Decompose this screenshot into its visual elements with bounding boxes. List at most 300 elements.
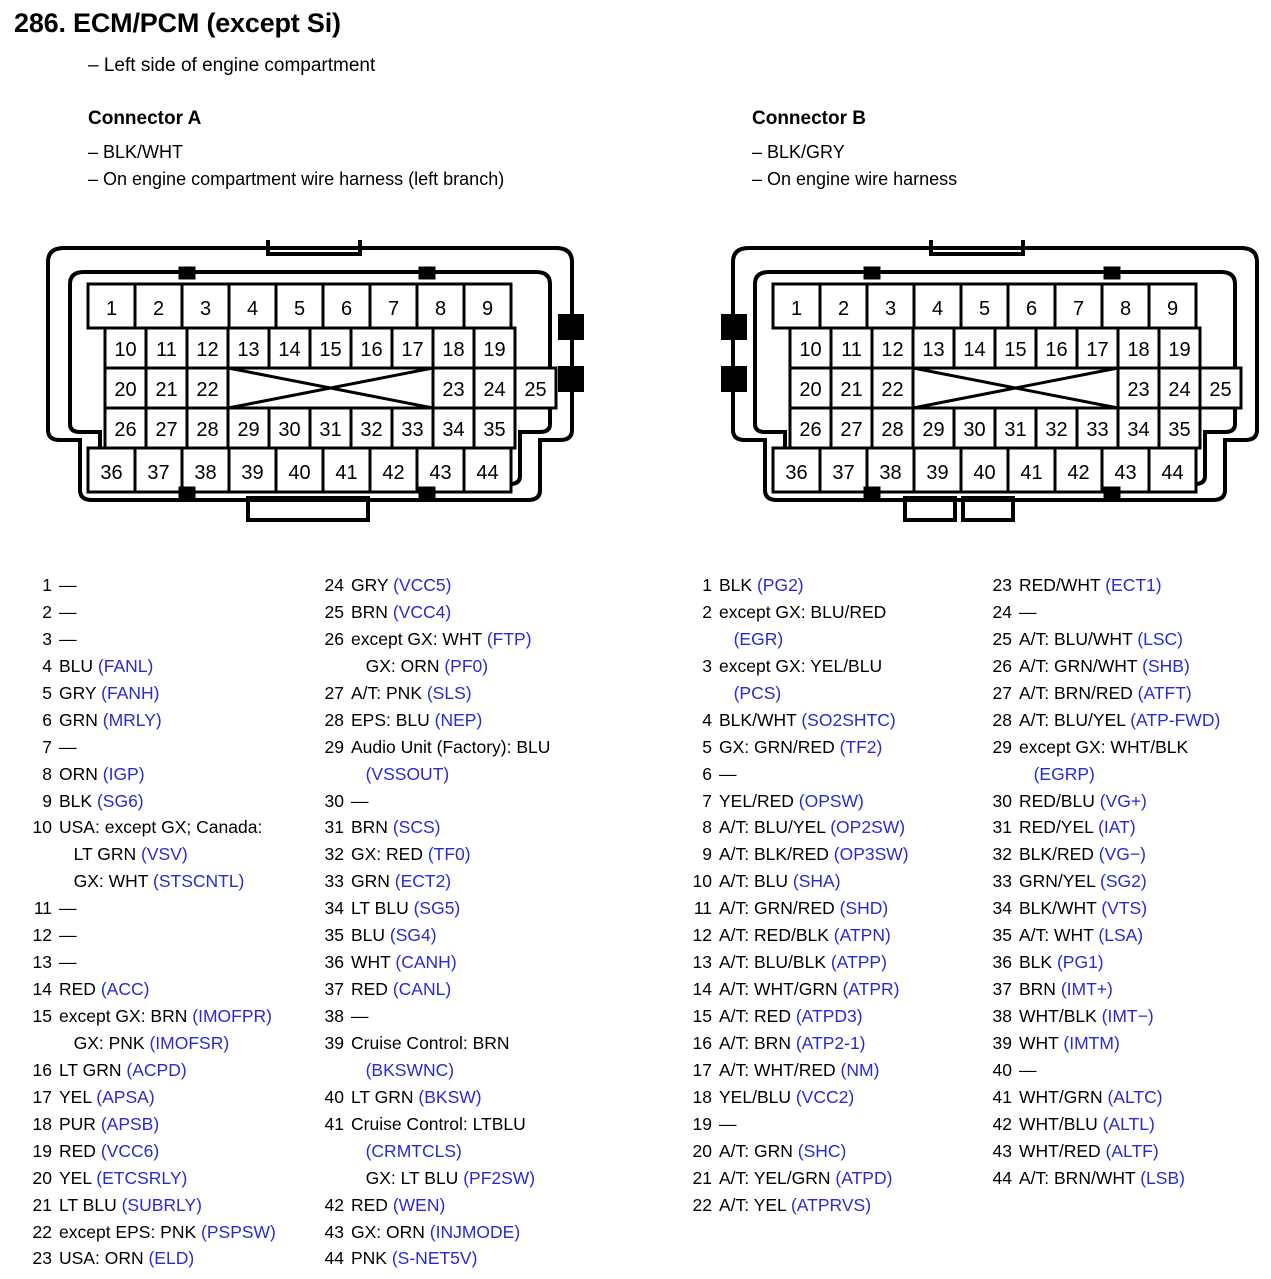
pin-row — [688, 1084, 978, 1111]
pin-number: 18 — [692, 1086, 712, 1107]
pin-description: A/T: BLU/WHT (LSC) — [1019, 628, 1184, 649]
pin-description: RED/WHT (ECT1) — [1019, 575, 1162, 595]
pin-description: PUR (APSB) — [59, 1113, 160, 1134]
pin-number: 33 — [324, 871, 344, 892]
pin-description: A/T: BLU (SHA) — [719, 871, 841, 892]
pin-number: 31 — [992, 817, 1012, 838]
pin-number: 6 — [702, 763, 712, 784]
pin-row — [688, 788, 978, 815]
pin-description: GRY (FANH) — [59, 682, 160, 703]
pin-row — [988, 1138, 1271, 1165]
svg-text:44: 44 — [1161, 462, 1184, 484]
connector-a-svg — [40, 240, 600, 530]
pin-row — [988, 626, 1271, 653]
connector-b-location: – On engine wire harness — [752, 169, 958, 189]
svg-text:34: 34 — [1127, 419, 1150, 441]
pin-description: A/T: YEL/GRN (ATPD) — [719, 1167, 893, 1188]
svg-text:38: 38 — [194, 462, 217, 484]
svg-text:19: 19 — [1168, 339, 1191, 361]
pin-row — [28, 1245, 308, 1272]
pin-number: 37 — [324, 979, 344, 1000]
pin-description: A/T: BLU/BLK (ATPP) — [719, 952, 887, 973]
pin-number: 7 — [42, 736, 52, 757]
pin-number: 25 — [324, 601, 344, 622]
connector-b-svg — [705, 240, 1265, 530]
pin-description: — — [59, 601, 77, 622]
pin-number: 17 — [692, 1059, 712, 1080]
pin-row — [320, 922, 610, 949]
svg-text:31: 31 — [319, 419, 342, 441]
pin-number: 14 — [692, 979, 712, 1000]
pin-description: RED/YEL (IAT) — [1019, 817, 1136, 838]
pin-row — [320, 1084, 610, 1111]
pin-description: — — [59, 736, 77, 757]
pin-number: 13 — [692, 952, 712, 973]
pin-description: — — [59, 898, 77, 919]
pin-number: 12 — [692, 925, 712, 946]
pin-description: WHT/GRN (ALTC) — [1019, 1086, 1163, 1107]
connector-b-color: – BLK/GRY — [752, 142, 845, 162]
pin-number: 10 — [32, 817, 52, 838]
pin-row — [688, 1003, 978, 1030]
pin-description: GX: GRN/RED (TF2) — [719, 736, 883, 757]
pin-row — [988, 814, 1271, 841]
svg-text:6: 6 — [340, 298, 353, 320]
pin-number: 1 — [702, 575, 712, 595]
svg-text:2: 2 — [152, 298, 165, 320]
pin-number: 5 — [702, 736, 712, 757]
pin-description: BLK/WHT (VTS) — [1019, 898, 1148, 919]
pin-number: 3 — [702, 655, 712, 676]
pin-number: 43 — [324, 1221, 344, 1242]
pin-number: 35 — [992, 925, 1012, 946]
pin-row — [688, 814, 978, 841]
pin-row — [28, 1111, 308, 1138]
pin-description: A/T: BRN/RED (ATFT) — [1019, 682, 1192, 703]
pin-number: 30 — [992, 790, 1012, 811]
svg-text:20: 20 — [114, 379, 137, 401]
pin-description: WHT (IMTM) — [1019, 1032, 1120, 1053]
pin-description: Audio Unit (Factory): BLU (VSSOUT) — [351, 736, 551, 784]
pin-description: LT GRN (ACPD) — [59, 1059, 187, 1080]
pin-description: EPS: BLU (NEP) — [351, 709, 483, 730]
pin-number: 26 — [324, 628, 344, 649]
pin-description: A/T: BLK/RED (OP3SW) — [719, 844, 909, 865]
pin-description: WHT (CANH) — [351, 952, 457, 973]
svg-text:34: 34 — [442, 419, 465, 441]
pin-row — [320, 814, 610, 841]
pin-row — [28, 599, 308, 626]
svg-text:40: 40 — [288, 462, 311, 484]
pin-number: 24 — [992, 601, 1012, 622]
svg-text:28: 28 — [196, 419, 219, 441]
svg-text:28: 28 — [881, 419, 904, 441]
pin-row — [988, 680, 1271, 707]
pin-row — [28, 895, 308, 922]
connector-a-location: – On engine compartment wire harness (left branch) — [88, 169, 505, 189]
pin-description: A/T: GRN (SHC) — [719, 1140, 847, 1161]
pin-row — [320, 788, 610, 815]
svg-text:23: 23 — [1127, 379, 1150, 401]
pin-description: except GX: YEL/BLU (PCS) — [719, 655, 883, 703]
pin-row — [988, 1111, 1271, 1138]
pin-row — [28, 1084, 308, 1111]
pin-row — [28, 1192, 308, 1219]
pin-row — [28, 814, 308, 895]
pin-number: 14 — [32, 979, 52, 1000]
pin-description: — — [719, 1113, 737, 1134]
pin-description: BLK (SG6) — [59, 790, 144, 811]
pin-number: 5 — [42, 682, 52, 703]
pin-description: GX: RED (TF0) — [351, 844, 471, 865]
pin-number: 30 — [324, 790, 344, 811]
pin-row — [28, 761, 308, 788]
pin-row — [28, 626, 308, 653]
pin-description: RED (WEN) — [351, 1194, 446, 1215]
pin-row — [320, 599, 610, 626]
pin-row — [28, 1138, 308, 1165]
pin-description: BRN (SCS) — [351, 817, 441, 838]
pin-row — [688, 1111, 978, 1138]
pin-description: — — [1019, 1059, 1037, 1080]
pin-description: BLU (FANL) — [59, 655, 154, 676]
pin-description: RED (ACC) — [59, 979, 150, 1000]
svg-text:14: 14 — [963, 339, 986, 361]
svg-text:19: 19 — [483, 339, 506, 361]
pin-description: BLU (SG4) — [351, 925, 437, 946]
connector-a-color: – BLK/WHT — [88, 142, 184, 162]
svg-text:15: 15 — [1004, 339, 1027, 361]
svg-text:8: 8 — [1119, 298, 1132, 320]
pin-number: 27 — [992, 682, 1012, 703]
pin-number: 42 — [992, 1113, 1012, 1134]
svg-text:11: 11 — [841, 339, 862, 361]
pin-row — [688, 895, 978, 922]
svg-text:18: 18 — [1127, 339, 1150, 361]
pin-number: 12 — [32, 925, 52, 946]
pin-row — [28, 1057, 308, 1084]
pin-row — [688, 922, 978, 949]
pin-description: A/T: YEL (ATPRVS) — [719, 1194, 872, 1215]
pin-row — [988, 707, 1271, 734]
svg-text:26: 26 — [114, 419, 137, 441]
svg-text:12: 12 — [881, 339, 904, 361]
pin-number: 20 — [692, 1140, 712, 1161]
pin-description: YEL (ETCSRLY) — [59, 1167, 188, 1188]
pin-description: BLK (PG2) — [719, 575, 804, 595]
pin-description: GRN (ECT2) — [351, 871, 452, 892]
pin-description: WHT/BLK (IMT−) — [1019, 1006, 1154, 1026]
pin-description: — — [59, 575, 77, 595]
pin-row — [988, 976, 1271, 1003]
pin-row — [988, 895, 1271, 922]
pin-number: 44 — [992, 1167, 1012, 1188]
svg-text:16: 16 — [360, 339, 383, 361]
pin-number: 38 — [992, 1006, 1012, 1026]
svg-text:36: 36 — [785, 462, 808, 484]
pin-number: 8 — [42, 763, 52, 784]
pin-row — [28, 1165, 308, 1192]
pin-row — [688, 599, 978, 653]
pin-number: 40 — [992, 1059, 1012, 1080]
pin-description: A/T: BRN (ATP2-1) — [719, 1032, 866, 1053]
pin-number: 38 — [324, 1006, 344, 1026]
connector-a-pin-list-col1 — [28, 572, 308, 1272]
pin-row — [320, 1111, 610, 1192]
svg-text:9: 9 — [1166, 298, 1179, 320]
pin-description: A/T: WHT (LSA) — [1019, 925, 1144, 946]
pin-description: BLK (PG1) — [1019, 952, 1104, 973]
pin-description: except EPS: PNK (PSPSW) — [59, 1221, 276, 1242]
pin-row — [688, 868, 978, 895]
pin-description: — — [1019, 601, 1037, 622]
svg-text:30: 30 — [278, 419, 301, 441]
pin-number: 4 — [702, 709, 712, 730]
pin-row — [320, 1003, 610, 1030]
pin-number: 1 — [42, 575, 52, 595]
pin-number: 33 — [992, 871, 1012, 892]
svg-text:15: 15 — [319, 339, 342, 361]
pin-number: 32 — [992, 844, 1012, 865]
svg-text:17: 17 — [401, 339, 424, 361]
svg-text:16: 16 — [1045, 339, 1068, 361]
pin-row — [988, 922, 1271, 949]
pin-row — [28, 976, 308, 1003]
pin-number: 39 — [324, 1032, 344, 1053]
pin-row — [988, 1057, 1271, 1084]
pin-description: Cruise Control: BRN (BKSWNC) — [351, 1032, 510, 1080]
pin-number: 11 — [693, 898, 712, 919]
pin-description: A/T: GRN/WHT (SHB) — [1019, 655, 1190, 676]
pin-row — [28, 734, 308, 761]
pin-number: 4 — [42, 655, 52, 676]
pin-number: 37 — [992, 979, 1012, 1000]
svg-text:1: 1 — [790, 298, 803, 320]
svg-text:23: 23 — [442, 379, 465, 401]
pin-number: 41 — [992, 1086, 1012, 1107]
svg-text:10: 10 — [799, 339, 822, 361]
pin-description: USA: ORN (ELD) — [59, 1248, 195, 1269]
page-title: 286. ECM/PCM (except Si) — [14, 8, 341, 38]
pin-number: 19 — [692, 1113, 712, 1134]
svg-text:29: 29 — [237, 419, 260, 441]
pin-number: 22 — [32, 1221, 52, 1242]
svg-text:33: 33 — [1086, 419, 1109, 441]
pin-description: YEL/RED (OPSW) — [719, 790, 864, 811]
pin-description: except GX: WHT/BLK (EGRP) — [1019, 736, 1189, 784]
pin-number: 22 — [692, 1194, 712, 1215]
pin-row — [320, 626, 610, 680]
pin-row — [28, 949, 308, 976]
svg-text:38: 38 — [879, 462, 902, 484]
pin-row — [320, 949, 610, 976]
pin-number: 32 — [324, 844, 344, 865]
pin-number: 21 — [32, 1194, 52, 1215]
pin-number: 15 — [692, 1006, 712, 1026]
pin-number: 29 — [324, 736, 344, 757]
svg-text:27: 27 — [840, 419, 863, 441]
pin-description: WHT/RED (ALTF) — [1019, 1140, 1159, 1161]
connector-b-heading: Connector B — [752, 108, 866, 129]
pin-row — [688, 734, 978, 761]
svg-text:21: 21 — [155, 379, 178, 401]
pin-row — [688, 572, 978, 599]
pin-row — [28, 653, 308, 680]
pin-row — [688, 1138, 978, 1165]
svg-text:24: 24 — [1168, 379, 1191, 401]
pin-row — [988, 1084, 1271, 1111]
svg-text:20: 20 — [799, 379, 822, 401]
pin-row — [28, 572, 308, 599]
pin-row — [320, 868, 610, 895]
pin-row — [688, 949, 978, 976]
connector-b-diagram — [705, 240, 1265, 535]
pin-number: 39 — [992, 1032, 1012, 1053]
pin-row — [320, 680, 610, 707]
svg-text:42: 42 — [382, 462, 405, 484]
svg-text:4: 4 — [246, 298, 259, 320]
pin-description: A/T: RED/BLK (ATPN) — [719, 925, 891, 946]
pin-description: RED (CANL) — [351, 979, 452, 1000]
pin-number: 28 — [324, 709, 344, 730]
pin-number: 28 — [992, 709, 1012, 730]
pin-number: 26 — [992, 655, 1012, 676]
pin-description: Cruise Control: LTBLU (CRMTCLS) GX: LT BLU (PF2SW) — [351, 1113, 536, 1188]
svg-text:33: 33 — [401, 419, 424, 441]
pin-number: 27 — [324, 682, 344, 703]
pin-row — [28, 1003, 308, 1057]
pin-number: 43 — [992, 1140, 1012, 1161]
pin-description: BLK/RED (VG−) — [1019, 844, 1146, 865]
connector-a-pin-list-col2 — [320, 572, 610, 1272]
pin-description: A/T: RED (ATPD3) — [719, 1006, 863, 1026]
svg-text:22: 22 — [881, 379, 904, 401]
connector-a-heading: Connector A — [88, 108, 202, 129]
pin-row — [320, 895, 610, 922]
svg-text:12: 12 — [196, 339, 219, 361]
pin-description: A/T: BLU/YEL (ATP-FWD) — [1019, 709, 1221, 730]
svg-text:39: 39 — [926, 462, 949, 484]
pin-number: 20 — [32, 1167, 52, 1188]
pin-description: WHT/BLU (ALTL) — [1019, 1113, 1155, 1134]
svg-text:29: 29 — [922, 419, 945, 441]
pin-number: 18 — [32, 1113, 52, 1134]
pin-row — [320, 841, 610, 868]
page-subtitle: – Left side of engine compartment — [88, 55, 376, 76]
svg-text:35: 35 — [483, 419, 506, 441]
pin-number: 40 — [324, 1086, 344, 1107]
pin-number: 36 — [324, 952, 344, 973]
pin-description: BLK/WHT (SO2SHTC) — [719, 709, 896, 730]
pin-number: 2 — [42, 601, 52, 622]
svg-text:10: 10 — [114, 339, 137, 361]
pin-number: 21 — [692, 1167, 712, 1188]
svg-text:11: 11 — [156, 339, 177, 361]
pin-description: YEL (APSA) — [59, 1086, 155, 1107]
svg-text:5: 5 — [978, 298, 991, 320]
svg-text:41: 41 — [1020, 462, 1043, 484]
pin-row — [988, 572, 1271, 599]
svg-text:3: 3 — [199, 298, 212, 320]
pin-number: 19 — [32, 1140, 52, 1161]
pin-description: PNK (S-NET5V) — [351, 1248, 478, 1269]
pin-number: 25 — [992, 628, 1012, 649]
pin-number: 34 — [992, 898, 1012, 919]
pin-description: A/T: GRN/RED (SHD) — [719, 898, 889, 919]
svg-text:37: 37 — [832, 462, 855, 484]
pin-row — [688, 976, 978, 1003]
svg-text:40: 40 — [973, 462, 996, 484]
pin-number: 11 — [33, 898, 52, 919]
pin-description: A/T: PNK (SLS) — [351, 682, 472, 703]
pin-number: 44 — [324, 1248, 344, 1269]
pin-row — [28, 680, 308, 707]
svg-text:18: 18 — [442, 339, 465, 361]
pin-row — [320, 1245, 610, 1272]
svg-text:2: 2 — [837, 298, 850, 320]
svg-text:44: 44 — [476, 462, 499, 484]
pin-number: 17 — [32, 1086, 52, 1107]
pin-number: 2 — [702, 601, 712, 622]
pin-number: 10 — [692, 871, 712, 892]
svg-text:35: 35 — [1168, 419, 1191, 441]
pin-row — [988, 1030, 1271, 1057]
pin-row — [688, 707, 978, 734]
pin-row — [988, 653, 1271, 680]
svg-text:41: 41 — [335, 462, 358, 484]
pin-description: LT BLU (SUBRLY) — [59, 1194, 202, 1215]
pin-row — [320, 1192, 610, 1219]
pin-row — [988, 841, 1271, 868]
pin-description: GRN (MRLY) — [59, 709, 162, 730]
pin-number: 9 — [702, 844, 712, 865]
svg-text:21: 21 — [840, 379, 863, 401]
svg-text:25: 25 — [524, 379, 547, 401]
svg-text:5: 5 — [293, 298, 306, 320]
pin-number: 23 — [992, 575, 1012, 595]
svg-text:27: 27 — [155, 419, 178, 441]
pin-number: 3 — [42, 628, 52, 649]
pin-row — [688, 653, 978, 707]
pin-number: 16 — [32, 1059, 52, 1080]
pin-number: 9 — [42, 790, 52, 811]
svg-text:17: 17 — [1086, 339, 1109, 361]
svg-text:6: 6 — [1025, 298, 1038, 320]
pin-description: GRY (VCC5) — [351, 575, 452, 595]
svg-text:8: 8 — [434, 298, 447, 320]
pin-row — [320, 976, 610, 1003]
pin-description: except GX: BLU/RED (EGR) — [719, 601, 887, 649]
svg-text:3: 3 — [884, 298, 897, 320]
pin-description: — — [59, 925, 77, 946]
pin-description: A/T: BLU/YEL (OP2SW) — [719, 817, 906, 838]
svg-text:39: 39 — [241, 462, 264, 484]
svg-text:7: 7 — [1072, 298, 1085, 320]
svg-text:14: 14 — [278, 339, 301, 361]
pin-number: 42 — [324, 1194, 344, 1215]
connector-b-pin-list-col1 — [688, 572, 978, 1219]
pin-row — [988, 1003, 1271, 1030]
pin-number: 13 — [32, 952, 52, 973]
pin-row — [28, 788, 308, 815]
svg-text:32: 32 — [1045, 419, 1068, 441]
pin-description: USA: except GX; Canada: LT GRN (VSV) GX: WHT (STSCNTL) — [59, 817, 263, 892]
pin-description: GRN/YEL (SG2) — [1019, 871, 1147, 892]
pin-number: 34 — [324, 898, 344, 919]
pin-row — [320, 707, 610, 734]
pin-description: — — [59, 628, 77, 649]
pin-description: except GX: BRN (IMOFPR) GX: PNK (IMOFSR) — [59, 1006, 272, 1053]
